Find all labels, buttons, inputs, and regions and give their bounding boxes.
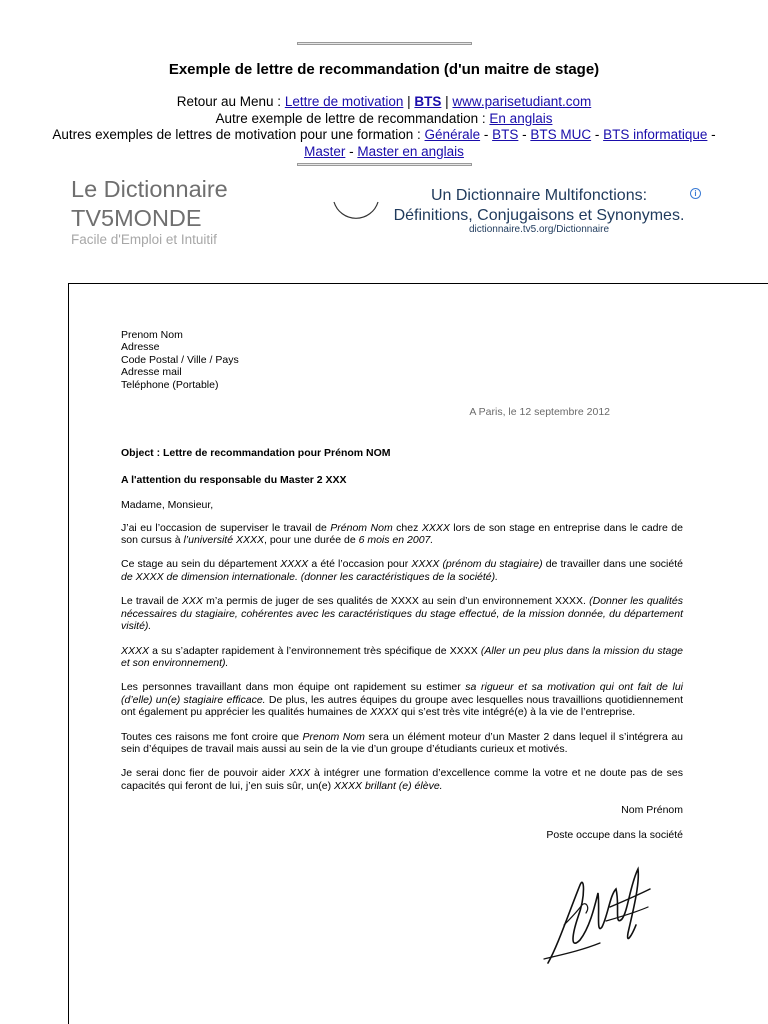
separator-rule-top bbox=[297, 42, 472, 45]
page-title: Exemple de lettre de recommandation (d'un maitre de stage) bbox=[168, 61, 600, 78]
nav-autre-exemple-label: Autre exemple de lettre de recommandation : bbox=[215, 110, 490, 126]
ad-headline[interactable] bbox=[384, 186, 694, 226]
nav-separator: | bbox=[441, 94, 453, 109]
nav-separator: - bbox=[345, 143, 358, 159]
link-generale[interactable]: Générale bbox=[424, 127, 481, 142]
letter-paragraph-2: Ce stage au sein du département XXXX a été l’occasion pour XXXX (prénom du stagiaire) de travailler dans une société de XXXX de dimension internationale. (donner les caractéristiques de la société). bbox=[121, 558, 683, 583]
nav-line-formations bbox=[0, 127, 768, 160]
nav-separator: - bbox=[480, 127, 493, 142]
link-bts-formation[interactable]: BTS bbox=[492, 127, 519, 142]
address-line: Code Postal / Ville / Pays bbox=[121, 353, 239, 366]
nav-separator: - bbox=[518, 127, 531, 142]
nav-line-menu bbox=[0, 94, 768, 111]
nav-line-autre-exemple bbox=[0, 111, 768, 128]
letter-attention: A l'attention du responsable du Master 2 XXX bbox=[121, 473, 347, 486]
link-bts-informatique[interactable]: BTS informatique bbox=[603, 127, 708, 142]
handwritten-signature bbox=[540, 855, 655, 970]
signer-name: Nom Prénom bbox=[621, 804, 683, 817]
ad-brand-line1: Le Dictionnaire bbox=[71, 176, 228, 202]
ad-brand[interactable] bbox=[71, 175, 228, 233]
link-bts-muc[interactable]: BTS MUC bbox=[530, 127, 592, 142]
address-line: Prenom Nom bbox=[121, 329, 183, 341]
address-line: Teléphone (Portable) bbox=[121, 378, 219, 391]
signer-role: Poste occupe dans la société bbox=[546, 828, 683, 841]
link-parisetudiant[interactable]: www.parisetudiant.com bbox=[452, 94, 592, 109]
link-en-anglais[interactable]: En anglais bbox=[489, 110, 553, 126]
ad-brand-line2: TV5MONDE bbox=[71, 205, 202, 231]
nav-formations-label: Autres exemples de lettres de motivation pour une formation : bbox=[52, 127, 425, 142]
letter-paragraph-1: J’ai eu l’occasion de superviser le travail de Prénom Nom chez XXXX lors de son stage en entreprise dans le cadre de son cursus à l’université XXXX, pour une durée de 6 mois en 2007. bbox=[121, 521, 683, 547]
nav-menu-label: Retour au Menu : bbox=[176, 94, 285, 109]
letter-paragraph-6: Toutes ces raisons me font croire que Prenom Nom sera un élément moteur d’un Master 2 dans lequel il s’intégrera au sein d’équipes de travail mais aussi au sein de la vie d’un groupe d’étudiants curieux et motivés. bbox=[121, 730, 684, 755]
letter-paragraph-5: Les personnes travaillant dans mon équipe ont rapidement su estimer sa rigueur et sa motivation qui ont fait de lui (d’elle) un(e) stagiaire efficace. De plus, les autres équipes du groupe avec lesquelles nous travaillions quotidiennement ont également pu apprécier les qualités humaines de XXXX qui s’est très vite intégré(e) à la vie de l’entreprise. bbox=[121, 681, 683, 719]
recommendation-letter bbox=[121, 329, 683, 841]
separator-rule-bottom bbox=[297, 163, 472, 166]
letter-paragraph-3: Le travail de XXX m’a permis de juger de ses qualités de XXXX au sein d’un environnement XXXX. (Donner les qualités nécessaires du stagiaire, cohérentes avec les caractéristiques du stage effectué, de la mission donnée, du département visité). bbox=[121, 595, 684, 633]
address-line: Adresse mail bbox=[121, 366, 182, 379]
link-bts[interactable]: BTS bbox=[414, 94, 442, 109]
link-master-en-anglais[interactable]: Master en anglais bbox=[357, 143, 464, 159]
nav-separator: | bbox=[403, 94, 415, 109]
address-line: Adresse bbox=[121, 341, 160, 354]
ad-info-icon[interactable]: i bbox=[690, 188, 701, 199]
letter-paragraph-7: Je serai donc fier de pouvoir aider XXX à intégrer une formation d’excellence comme la votre et ne doute pas de ses capacités qui feront de lui, j’en suis sûr, un(e) XXXX brillant (e) élève. bbox=[121, 767, 683, 792]
sender-address bbox=[121, 329, 683, 391]
ad-brand-tagline: Facile d'Emploi et Intuitif bbox=[71, 232, 217, 247]
letter-salutation: Madame, Monsieur, bbox=[121, 499, 214, 512]
ad-headline-line2: Définitions, Conjugaisons et Synonymes. bbox=[393, 207, 685, 224]
ad-logo-arc-icon bbox=[332, 198, 380, 236]
navigation-links bbox=[0, 94, 768, 160]
nav-separator: - bbox=[707, 127, 716, 142]
ad-headline-line1: Un Dictionnaire Multifonctions: bbox=[430, 187, 648, 204]
letter-date: A Paris, le 12 septembre 2012 bbox=[469, 406, 610, 419]
link-master[interactable]: Master bbox=[304, 143, 346, 159]
link-lettre-de-motivation[interactable]: Lettre de motivation bbox=[284, 94, 404, 109]
ad-url[interactable]: dictionnaire.tv5.org/Dictionnaire bbox=[468, 224, 610, 235]
letter-paragraph-4: XXXX a su s’adapter rapidement à l’environnement très spécifique de XXXX (Aller un peu plus dans la mission du stage et son environnement). bbox=[121, 644, 684, 669]
letter-object: Object : Lettre de recommandation pour Prénom NOM bbox=[121, 447, 391, 460]
nav-separator: - bbox=[591, 127, 604, 142]
